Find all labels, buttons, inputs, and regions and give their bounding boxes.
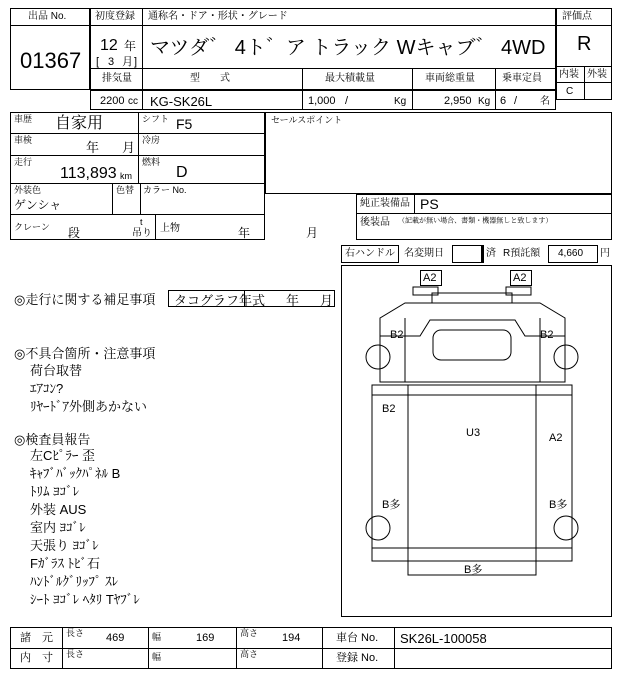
first-reg-label: 初度登録	[95, 11, 135, 22]
cab-roof	[433, 330, 511, 360]
color-no-label: 色替	[116, 185, 135, 195]
capacity-value: 6	[500, 95, 507, 107]
rear-left-wheel	[366, 516, 390, 540]
inspector-line: 天張り ﾖｺﾞﾚ	[30, 538, 99, 553]
capacity-slash: /	[514, 95, 518, 107]
crane-ton: t	[140, 217, 143, 227]
defects-header: ◎不具合箇所・注意事項	[14, 346, 156, 361]
reg-no-label: 登録 No.	[336, 652, 379, 664]
lot-number: 01367	[20, 48, 82, 73]
mark-left-bed: B2	[382, 403, 396, 415]
color-code-label: カラー No.	[143, 185, 187, 195]
tachograph-year: 年	[286, 293, 300, 308]
body-month: 月	[306, 226, 319, 240]
interior-grade-label: 内装	[559, 69, 579, 80]
model-value: KG-SK26L	[150, 94, 213, 109]
inner-height-label: 高さ	[240, 649, 259, 659]
front-left-bumper	[413, 287, 438, 295]
max-load-unit: Kg	[394, 96, 407, 107]
crane-hang: 吊り	[132, 228, 152, 239]
recycle-fee-label: R預託額	[503, 248, 541, 259]
divider	[10, 648, 612, 649]
gross-weight-value: 2,950	[444, 95, 472, 107]
front-right-wheel	[554, 345, 578, 369]
inspector-line: ﾊﾝﾄﾞﾙｸﾞﾘｯﾌﾟ ｽﾚ	[30, 574, 119, 589]
ac-label: 冷房	[142, 135, 161, 145]
inspector-line: 左Cﾋﾟﾗｰ 歪	[30, 448, 96, 463]
vin-value: SK26L-100058	[400, 631, 487, 646]
tachograph-label: タコグラフ年式	[174, 293, 266, 308]
rhd-label: 右ハンドル	[345, 248, 395, 259]
history-value: 自家用	[55, 115, 104, 132]
capacity-label: 乗車定員	[502, 73, 542, 84]
body-year: 年	[238, 226, 251, 240]
max-load-value: 1,000	[308, 95, 336, 107]
lot-label: 出品 No.	[28, 11, 67, 22]
reg-month-unit: 月	[122, 56, 133, 68]
mark-tailgate: B多	[464, 564, 483, 576]
bed-right-side	[536, 385, 572, 561]
crane-steps: 段	[68, 226, 81, 240]
inspector-line: ﾄﾘﾑ ﾖｺﾞﾚ	[30, 484, 80, 499]
front-right-bumper	[506, 287, 531, 295]
capacity-unit: 名	[540, 96, 550, 107]
divider	[236, 627, 237, 669]
inspection-month-unit: 月	[122, 140, 136, 155]
rear-right-wheel	[554, 516, 578, 540]
divider	[322, 627, 323, 669]
divider	[148, 627, 149, 669]
driving-header: ◎走行に関する補足事項	[14, 292, 156, 307]
displacement-label: 排気量	[102, 73, 132, 84]
gross-weight-label: 車両総重量	[425, 73, 475, 84]
mark-front-left-text: A2	[423, 272, 437, 284]
width-label: 幅	[152, 632, 162, 642]
length-value: 469	[106, 632, 125, 644]
inspection-label: 車検	[14, 135, 33, 145]
vin-label: 車台 No.	[336, 632, 379, 644]
displacement-unit: cc	[128, 96, 138, 107]
height-label: 高さ	[240, 628, 259, 638]
divider	[394, 627, 395, 669]
length-label: 長さ	[66, 628, 85, 638]
reg-year-unit: 年	[124, 39, 137, 53]
selling-points-label: セールスポイント	[271, 115, 343, 125]
mark-right-cab: B2	[540, 329, 554, 341]
cab-windshield-line	[380, 320, 565, 336]
reg-year: 12	[100, 37, 118, 54]
exterior-color-label: 外装色	[14, 185, 42, 195]
history-label: 車歴	[14, 114, 33, 124]
displacement-value: 2200	[100, 95, 125, 107]
mark-right-bed-rear: B多	[549, 499, 568, 511]
name-change-label: 名変期日	[404, 248, 444, 259]
fuel-label: 燃料	[142, 157, 161, 167]
mark-bed: U3	[466, 427, 481, 439]
defect-line: ｴｱｺﾝ?	[30, 381, 64, 396]
mileage-unit: km	[120, 171, 132, 181]
shift-value: F5	[176, 116, 193, 132]
defect-line: 荷台取替	[30, 363, 83, 378]
width-value: 169	[196, 632, 215, 644]
dims-label: 諸 元	[20, 632, 53, 644]
mark-left-bed-rear: B多	[382, 499, 401, 511]
crane-label: クレーン	[14, 222, 50, 232]
front-grille	[432, 293, 512, 303]
defect-line: ﾘﾔｰﾄﾞｱ外側あかない	[30, 399, 148, 414]
mark-front-right-text: A2	[513, 272, 527, 284]
max-load-label: 最大積載量	[325, 73, 375, 84]
inspector-line: 外装 AUS	[30, 502, 87, 517]
front-left-wheel	[366, 345, 390, 369]
aftermarket-note: （記載が無い場合、書類・機器無しと致します）	[398, 216, 553, 225]
mileage-value: 113,893	[60, 165, 117, 182]
recycle-deposit-label: 済	[486, 248, 496, 259]
inspector-header: ◎検査員報告	[14, 432, 91, 447]
cab-outline	[380, 303, 565, 382]
mark-right-bed: A2	[549, 432, 563, 444]
body-label: 上物	[160, 223, 180, 234]
interior-grade-value: C	[566, 86, 574, 97]
gross-weight-unit: Kg	[478, 96, 491, 107]
mark-left-cab: B2	[390, 329, 404, 341]
inspector-line: 室内 ﾖｺﾞﾚ	[30, 520, 86, 535]
inspection-year-unit: 年	[86, 140, 100, 155]
inner-length-label: 長さ	[66, 649, 85, 659]
mileage-label: 走行	[14, 157, 33, 167]
aftermarket-label: 後装品	[360, 217, 390, 228]
fuel-value: D	[176, 164, 188, 181]
inspector-line: ｷｬﾌﾞﾊﾞｯｸﾊﾟﾈﾙ B	[30, 466, 121, 481]
max-load-slash: /	[345, 95, 349, 107]
model-label: 型 式	[190, 73, 230, 84]
inspector-line: Fｶﾞﾗｽ ﾄﾋﾞ石	[30, 556, 101, 571]
bed-floor	[408, 385, 536, 561]
grade-label: 評価点	[562, 11, 592, 22]
interior-dims-label: 内 寸	[20, 652, 53, 664]
reg-month-close: ]	[134, 56, 138, 68]
inspector-line: ｼｰﾄ ﾖｺﾞﾚ ﾍﾀﾘ Tﾔﾌﾞﾚ	[30, 592, 140, 607]
divider	[62, 627, 63, 669]
car-name: マツダ゛ 4ト゛ア トラック Wキャブ゛ 4WD	[150, 37, 546, 59]
tachograph-month: 月	[320, 293, 334, 308]
recycle-fee-unit: 円	[600, 248, 610, 259]
exterior-color-value: ゲンシャ	[14, 198, 62, 212]
reg-month: 3	[108, 56, 115, 68]
inner-width-label: 幅	[152, 652, 162, 662]
exterior-grade-label: 外装	[587, 69, 607, 80]
recycle-fee-value: 4,660	[558, 248, 584, 259]
equipment-value: PS	[420, 196, 439, 212]
shift-label: シフト	[142, 114, 170, 124]
grade-value: R	[577, 33, 592, 55]
height-value: 194	[282, 632, 301, 644]
name-header: 通称名・ドア・形状・グレード	[148, 11, 288, 22]
equipment-label: 純正装備品	[360, 198, 410, 209]
reg-month-open: [	[96, 56, 100, 68]
